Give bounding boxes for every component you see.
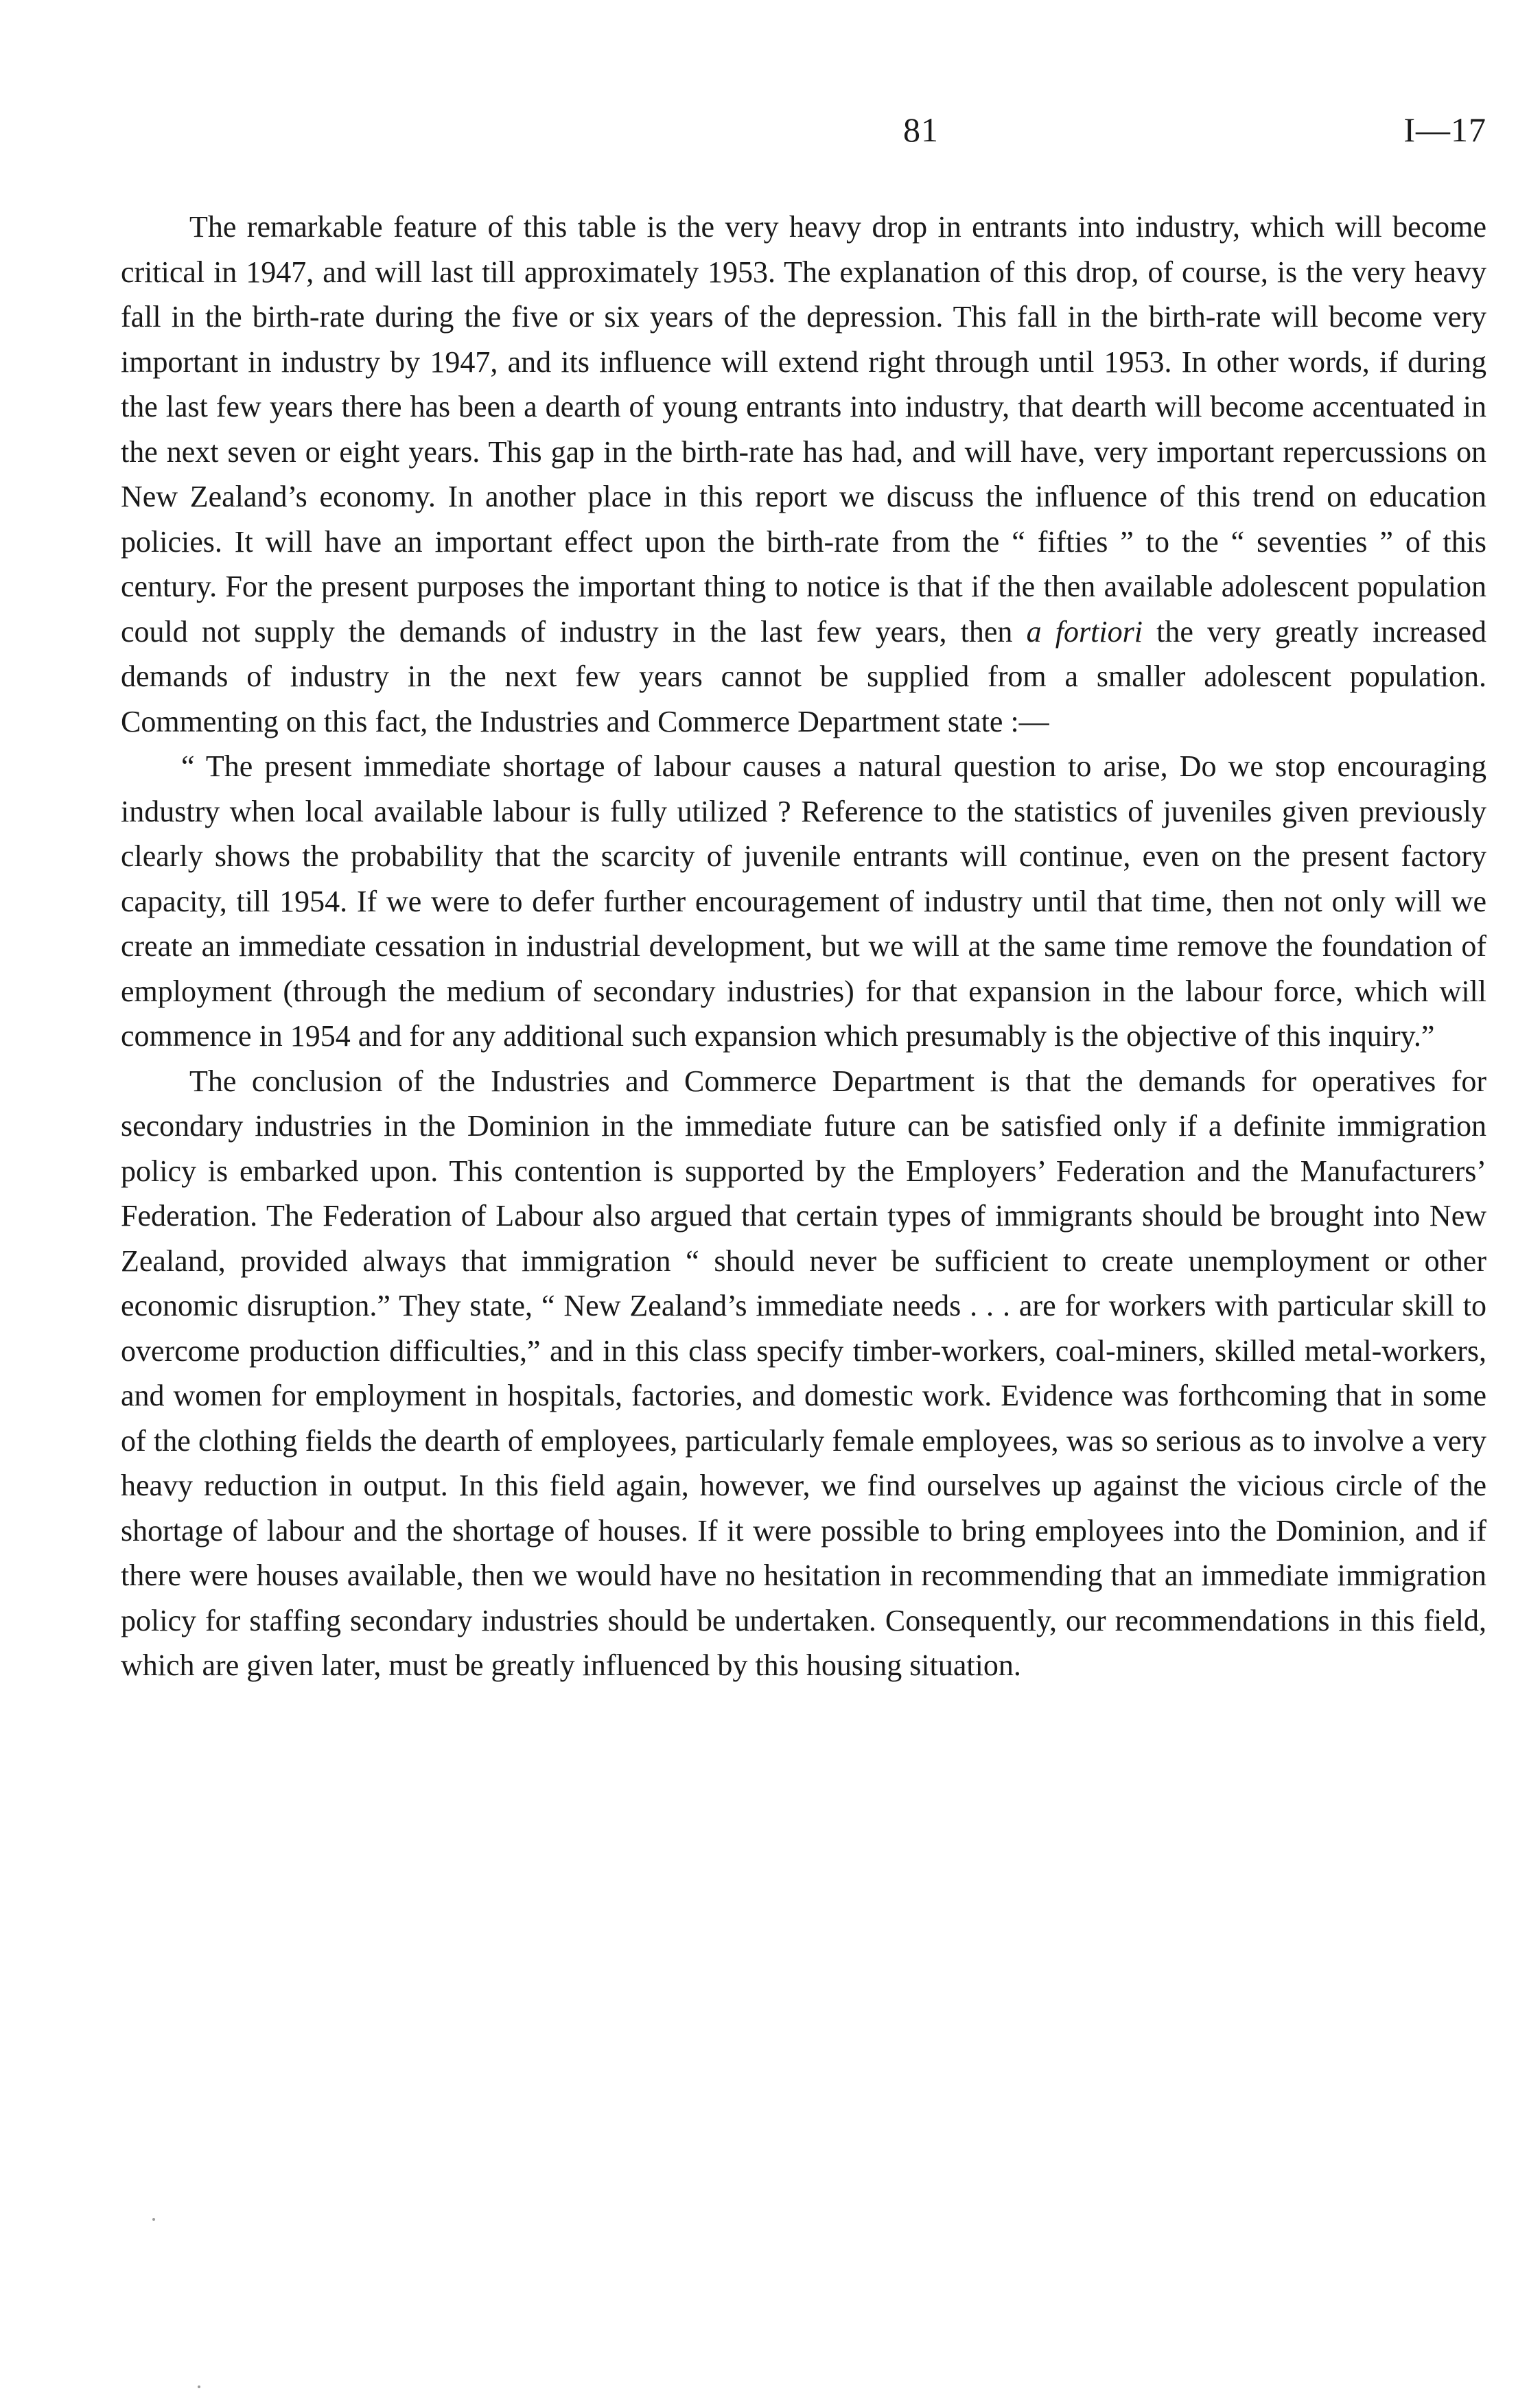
page-number: 81 [903,110,939,149]
paragraph-text: the very greatly increased demands of industry in the next few years cannot be supplied from a smaller adolescent population. Commenting on this fact, the Industries and Commerce Department state :— [121,614,1486,738]
paragraph-department-quote: “ The present immediate shortage of labour causes a natural question to arise, Do we stop encouraging industry when local available labour is fully utilized ? Reference to the statistics of juveniles given previously clearly shows the probability that the scarcity of juvenile entrants will continue, even on the present factory capacity, till 1954. If we were to defer further encouragement of industry until that time, then not only will we create an immediate cessation in industrial development, but we will at the same time remove the foundation of employment (through the medium of secondary industries) for that expansion in the labour force, which will commence in 1954 and for any additional such expansion which presumably is the objective of this inquiry.” [121,749,1486,1053]
scan-speck [198,2385,200,2388]
paragraph-text: The remarkable feature of this table is the very heavy drop in entrants into industry, which will become critical in 1947, and will last till approximately 1953. The explanation of this drop, of course, is the very heavy fall in the birth-rate during the five or six years of the depression. This fall in the birth-rate will become very important in industry by 1947, and its influence will extend right through until 1953. In other words, if during the last few years there has been a dearth of young entrants into industry, that dearth will become accentuated in the next seven or eight years. This gap in the birth-rate has had, and will have, very important repercussions on New Zealand’s economy. In another place in this report we discuss the influence of this trend on education policies. It will have an important effect upon the birth-rate from the “ fifties ” to the “ seventies ” of this century. For the present purposes the important thing to notice is that if the then available adolescent population could not supply the demands of industry in the last few years, then [121,210,1486,649]
italic-phrase: a fortiori [1026,614,1143,649]
scan-speck [152,2218,155,2221]
document-reference: I—17 [1403,110,1486,149]
body-text [121,205,1486,1688]
paragraph-immigration-conclusion: The conclusion of the Industries and Commerce Department is that the demands for operatives for secondary industries in the Dominion in the immediate future can be satisfied only if a definite immigration policy is embarked upon. This contention is supported by the Employers’ Federation and the Manufacturers’ Federation. The Federation of Labour also argued that certain types of immigrants should be brought into New Zealand, provided always that immigration “ should never be sufficient to create unemployment or other economic disruption.” They state, “ New Zealand’s immediate needs . . . are for workers with particular skill to overcome production difficulties,” and in this class specify timber-workers, coal-miners, skilled metal-workers, and women for employment in hospitals, factories, and domestic work. Evidence was forthcoming that in some of the clothing fields the dearth of employees, particularly female employees, was so serious as to involve a very heavy reduction in output. In this field again, however, we find ourselves up against the vicious circle of the shortage of labour and the shortage of houses. If it were possible to bring employees into the Dominion, and if there were houses available, then we would have no hesitation in recommending that an immediate immigration policy for staffing secondary industries should be undertaken. Consequently, our recommendations in this field, which are given later, must be greatly influenced by this housing situation. [121,1064,1486,1682]
paragraph-table-commentary [121,205,1486,744]
page-header [121,110,1486,165]
